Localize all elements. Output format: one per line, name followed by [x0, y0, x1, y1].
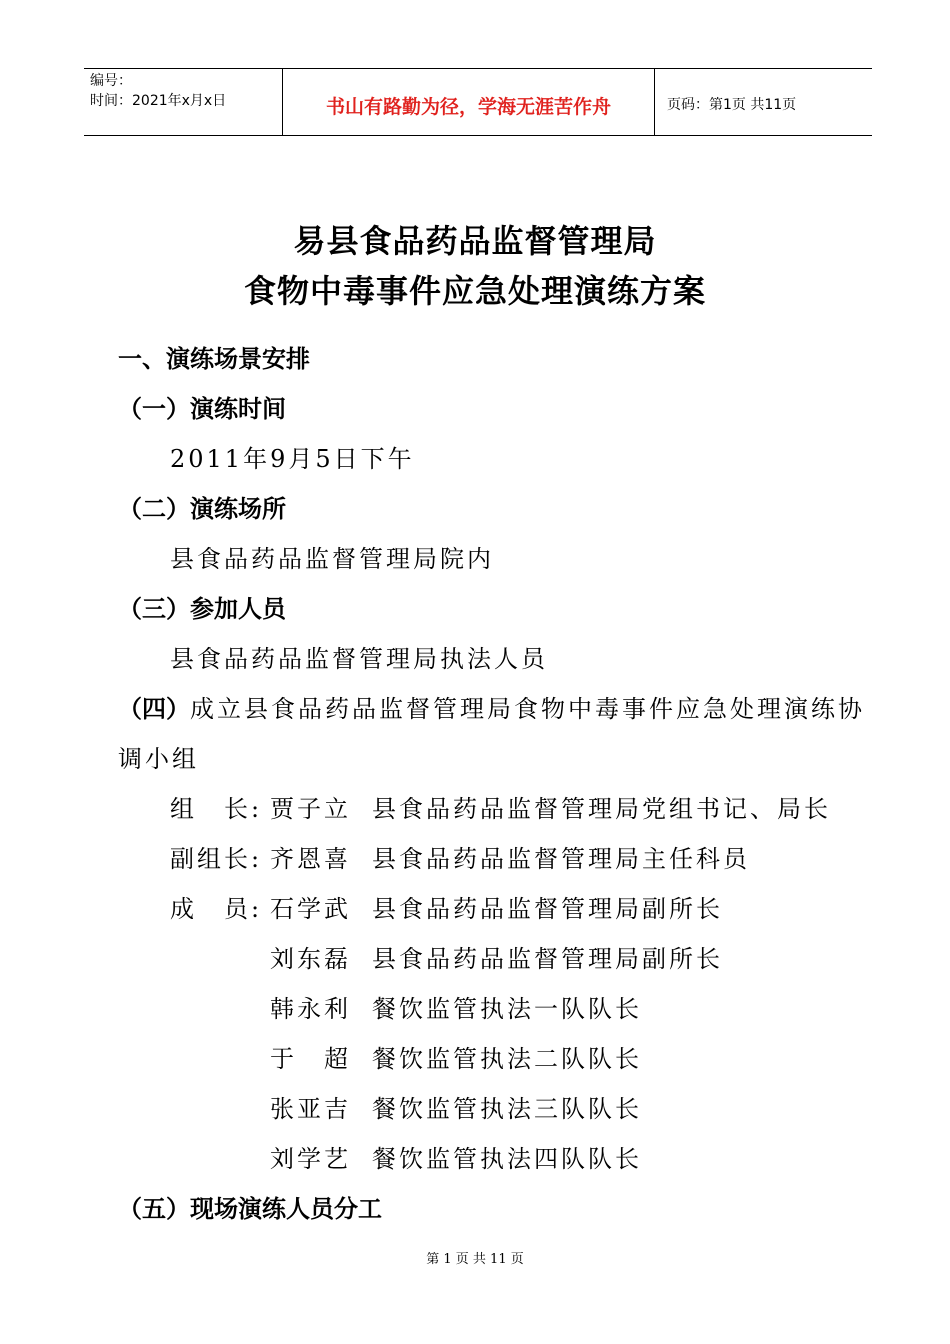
- paragraph-text: 县食品药品监督管理局院内: [170, 545, 494, 573]
- paragraph-text: 县食品药品监督管理局执法人员: [170, 645, 548, 673]
- code-label: 编号：: [90, 73, 132, 89]
- member-desc: 餐饮监管执法二队队长: [372, 1045, 642, 1073]
- member-name: 齐恩喜: [270, 845, 351, 873]
- member-role: 组 长:: [170, 795, 263, 823]
- member-desc: 县食品药品监督管理局副所长: [372, 945, 723, 973]
- member-name: 刘东磊: [270, 945, 351, 973]
- paragraph-text: 调小组: [118, 745, 199, 773]
- member-row: [0, 894, 950, 924]
- motto-text: 书山有路勤为径，学海无涯苦作舟: [325, 96, 611, 118]
- time-label: 时间：2021年x月x日: [90, 93, 227, 109]
- member-desc: 餐饮监管执法一队队长: [372, 995, 642, 1023]
- page-footer: 第 1 页 共 11 页: [426, 1252, 524, 1267]
- member-name: 刘学艺: [270, 1145, 351, 1173]
- subsection-paragraph: [118, 694, 865, 724]
- member-desc: 餐饮监管执法四队队长: [372, 1145, 642, 1173]
- member-desc: 县食品药品监督管理局党组书记、局长: [372, 795, 831, 823]
- member-row: [0, 1094, 950, 1124]
- member-name: 于 超: [270, 1045, 351, 1073]
- paragraph-text: 2011年9月5日下午: [170, 445, 415, 473]
- subsection-heading: （一）演练时间: [118, 394, 286, 423]
- subsection-heading: （二）演练场所: [118, 494, 286, 523]
- member-desc: 餐饮监管执法三队队长: [372, 1095, 642, 1123]
- header-motto-cell: [283, 69, 655, 135]
- member-name: 贾子立: [270, 795, 351, 823]
- subsection-number: （四）: [118, 694, 190, 723]
- member-row: [0, 1044, 950, 1074]
- subsection-heading: （五）现场演练人员分工: [118, 1194, 382, 1223]
- page-code: 页码：第1页 共11页: [667, 97, 797, 113]
- member-row: [0, 944, 950, 974]
- member-name: 石学武: [270, 895, 351, 923]
- header-info-cell: [84, 69, 283, 135]
- member-row: [0, 844, 950, 874]
- subsection-text: 成立县食品药品监督管理局食物中毒事件应急处理演练协: [190, 695, 865, 723]
- subsection-heading: （三）参加人员: [118, 594, 286, 623]
- member-row: [0, 994, 950, 1024]
- section-heading: 一、演练场景安排: [118, 344, 310, 373]
- header-page-cell: [655, 69, 872, 135]
- member-role: 成 员:: [170, 895, 263, 923]
- member-row: [0, 1144, 950, 1174]
- document-title-line2: 食物中毒事件应急处理演练方案: [243, 272, 706, 310]
- member-name: 张亚吉: [270, 1095, 351, 1123]
- member-desc: 县食品药品监督管理局主任科员: [372, 845, 750, 873]
- document-title-line1: 易县食品药品监督管理局: [293, 222, 657, 260]
- member-row: [0, 794, 950, 824]
- member-desc: 县食品药品监督管理局副所长: [372, 895, 723, 923]
- member-name: 韩永利: [270, 995, 351, 1023]
- member-role: 副组长:: [170, 845, 263, 873]
- document-header: [84, 68, 872, 136]
